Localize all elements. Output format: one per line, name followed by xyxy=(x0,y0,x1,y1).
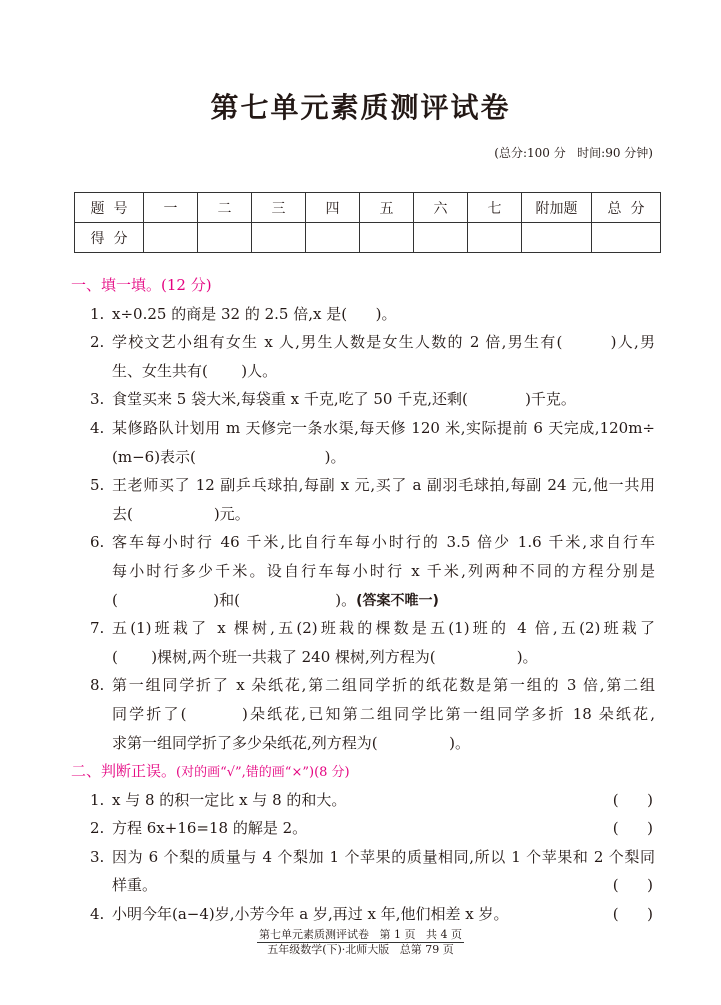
question-line xyxy=(71,357,661,386)
score-cell[interactable] xyxy=(306,223,360,253)
section-heading xyxy=(71,271,661,300)
question-text xyxy=(112,700,655,729)
question-number: 2. xyxy=(90,333,105,352)
question-text-content: 食堂买来 5 袋大米,每袋重 x 千克,吃了 50 千克,还剩( )千克。 xyxy=(112,390,576,409)
section-true-false xyxy=(71,757,661,929)
question-number: 1. xyxy=(90,304,105,323)
header-label: 题 号 xyxy=(75,193,144,223)
question-text-content: 某修路队计划用 m 天修完一条水渠,每天修 120 米,实际提前 6 天完成,120m÷ xyxy=(112,418,655,437)
page-footer xyxy=(0,928,721,957)
question-text xyxy=(112,671,655,700)
question-number: 4. xyxy=(90,904,105,923)
question-line xyxy=(71,443,661,472)
page-title: 第七单元素质测评试卷 xyxy=(210,91,511,124)
question-text-content: 方程 6x+16=18 的解是 2。 xyxy=(112,819,308,838)
question-number: 8. xyxy=(90,676,105,695)
question-line xyxy=(71,871,661,900)
question-text-content: 生、女生共有( )人。 xyxy=(112,361,278,380)
question-line xyxy=(71,843,661,872)
question-number: 2. xyxy=(90,819,105,838)
score-table-score-row xyxy=(75,223,661,253)
question-text xyxy=(112,500,655,529)
question-text xyxy=(112,357,655,386)
question-text xyxy=(112,385,655,414)
score-table-header-row xyxy=(75,193,661,223)
question-text-content: 第一组同学折了 x 朵纸花,第二组同学折的纸花数是第一组的 3 倍,第二组 xyxy=(112,676,655,695)
question-text-content: 王老师买了 12 副乒乓球拍,每副 x 元,买了 a 副羽毛球拍,每副 24 元,他一共用 xyxy=(112,476,655,495)
question-text-content: 客车每小时行 46 千米,比自行车每小时行的 3.5 倍少 1.6 千米,求自行车 xyxy=(112,533,655,552)
question-line xyxy=(71,729,661,758)
answer-blank[interactable]: ( ) xyxy=(612,790,653,809)
question-text-content: ( )和( )。 xyxy=(112,590,357,609)
section-points: (12 分) xyxy=(161,276,212,294)
header-cell: 五 xyxy=(360,193,414,223)
exam-meta: (总分:100 分 时间:90 分钟) xyxy=(494,146,653,160)
header-cell: 总 分 xyxy=(592,193,661,223)
header-cell: 三 xyxy=(252,193,306,223)
question-text-content: 学校文艺小组有女生 x 人,男生人数是女生人数的 2 倍,男生有( )人,男 xyxy=(112,333,655,352)
answer-note: (答案不唯一) xyxy=(356,592,439,609)
question-text xyxy=(112,729,655,758)
question-line xyxy=(71,586,661,615)
question-line xyxy=(71,814,661,843)
question-text xyxy=(112,414,655,443)
question-text xyxy=(112,528,655,557)
header-cell: 七 xyxy=(468,193,522,223)
question-text-content: x÷0.25 的商是 32 的 2.5 倍,x 是( )。 xyxy=(112,304,397,323)
question-number: 1. xyxy=(90,790,105,809)
question-line xyxy=(71,300,661,329)
question-text-content: 同学折了( )朵纸花,已知第二组同学比第一组同学多折 18 朵纸花, xyxy=(112,704,655,723)
question-text xyxy=(112,614,655,643)
section-fill-in xyxy=(71,271,661,757)
question-text xyxy=(112,643,655,672)
question-text xyxy=(112,443,655,472)
header-cell: 附加题 xyxy=(522,193,592,223)
question-number: 6. xyxy=(90,533,105,552)
score-cell[interactable] xyxy=(522,223,592,253)
score-cell[interactable] xyxy=(252,223,306,253)
question-line xyxy=(71,528,661,557)
question-line xyxy=(71,614,661,643)
footer-line-2: 五年级数学(下)·北师大版 总第 79 页 xyxy=(267,943,454,956)
question-text-content: 每小时行多少千米。设自行车每小时行 x 千米,列两种不同的方程分别是 xyxy=(112,561,655,580)
score-cell[interactable] xyxy=(592,223,661,253)
question-line xyxy=(71,671,661,700)
question-line xyxy=(71,328,661,357)
question-text-content: ( )棵树,两个班一共栽了 240 棵树,列方程为( )。 xyxy=(112,647,538,666)
question-line xyxy=(71,471,661,500)
answer-blank[interactable]: ( ) xyxy=(612,819,653,838)
question-text xyxy=(112,328,655,357)
score-cell[interactable] xyxy=(144,223,198,253)
question-text xyxy=(112,471,655,500)
question-text-content: (m−6)表示( )。 xyxy=(112,447,346,466)
question-text xyxy=(112,814,601,843)
score-cell[interactable] xyxy=(468,223,522,253)
question-text-content: 样重。 xyxy=(112,876,158,895)
question-line xyxy=(71,700,661,729)
score-table xyxy=(74,192,661,253)
section-title: 二、判断正误。 xyxy=(71,762,177,780)
question-text xyxy=(112,786,601,815)
question-text-content: 五(1)班栽了 x 棵树,五(2)班栽的棵数是五(1)班的 4 倍,五(2)班栽了 xyxy=(112,619,655,638)
question-text xyxy=(112,586,655,616)
question-text xyxy=(112,557,655,586)
question-text xyxy=(112,843,655,872)
question-line xyxy=(71,385,661,414)
question-text-content: 去( )元。 xyxy=(112,504,250,523)
question-line xyxy=(71,900,661,929)
question-number: 3. xyxy=(90,847,105,866)
question-line xyxy=(71,500,661,529)
score-cell[interactable] xyxy=(414,223,468,253)
section-title: 一、填一填。 xyxy=(71,276,162,294)
score-cell[interactable] xyxy=(198,223,252,253)
header-cell: 二 xyxy=(198,193,252,223)
question-text xyxy=(112,900,601,929)
header-cell: 六 xyxy=(414,193,468,223)
question-line xyxy=(71,643,661,672)
question-number: 4. xyxy=(90,418,105,437)
question-text-content: 因为 6 个梨的质量与 4 个梨加 1 个苹果的质量相同,所以 1 个苹果和 2 个梨同 xyxy=(112,847,655,866)
question-line xyxy=(71,557,661,586)
header-cell: 四 xyxy=(306,193,360,223)
score-row-label: 得 分 xyxy=(75,223,144,253)
footer-line-1: 第七单元素质测评试卷 第 1 页 共 4 页 xyxy=(259,928,462,941)
question-text xyxy=(112,300,655,329)
question-line xyxy=(71,786,661,815)
question-number: 3. xyxy=(90,390,105,409)
question-number: 5. xyxy=(90,476,105,495)
question-line xyxy=(71,414,661,443)
header-cell: 一 xyxy=(144,193,198,223)
section-heading xyxy=(71,757,661,786)
section-note: (对的画“√”,错的画“×”) xyxy=(176,765,315,780)
question-text-content: 小明今年(a−4)岁,小芳今年 a 岁,再过 x 年,他们相差 x 岁。 xyxy=(112,904,509,923)
answer-blank[interactable]: ( ) xyxy=(612,904,653,923)
question-text-content: 求第一组同学折了多少朵纸花,列方程为( )。 xyxy=(112,733,470,752)
question-text xyxy=(112,871,601,900)
question-number: 7. xyxy=(90,619,105,638)
question-text-content: x 与 8 的积一定比 x 与 8 的和大。 xyxy=(112,790,347,809)
section-points: (8 分) xyxy=(314,765,350,780)
answer-blank[interactable]: ( ) xyxy=(612,876,653,895)
score-cell[interactable] xyxy=(360,223,414,253)
